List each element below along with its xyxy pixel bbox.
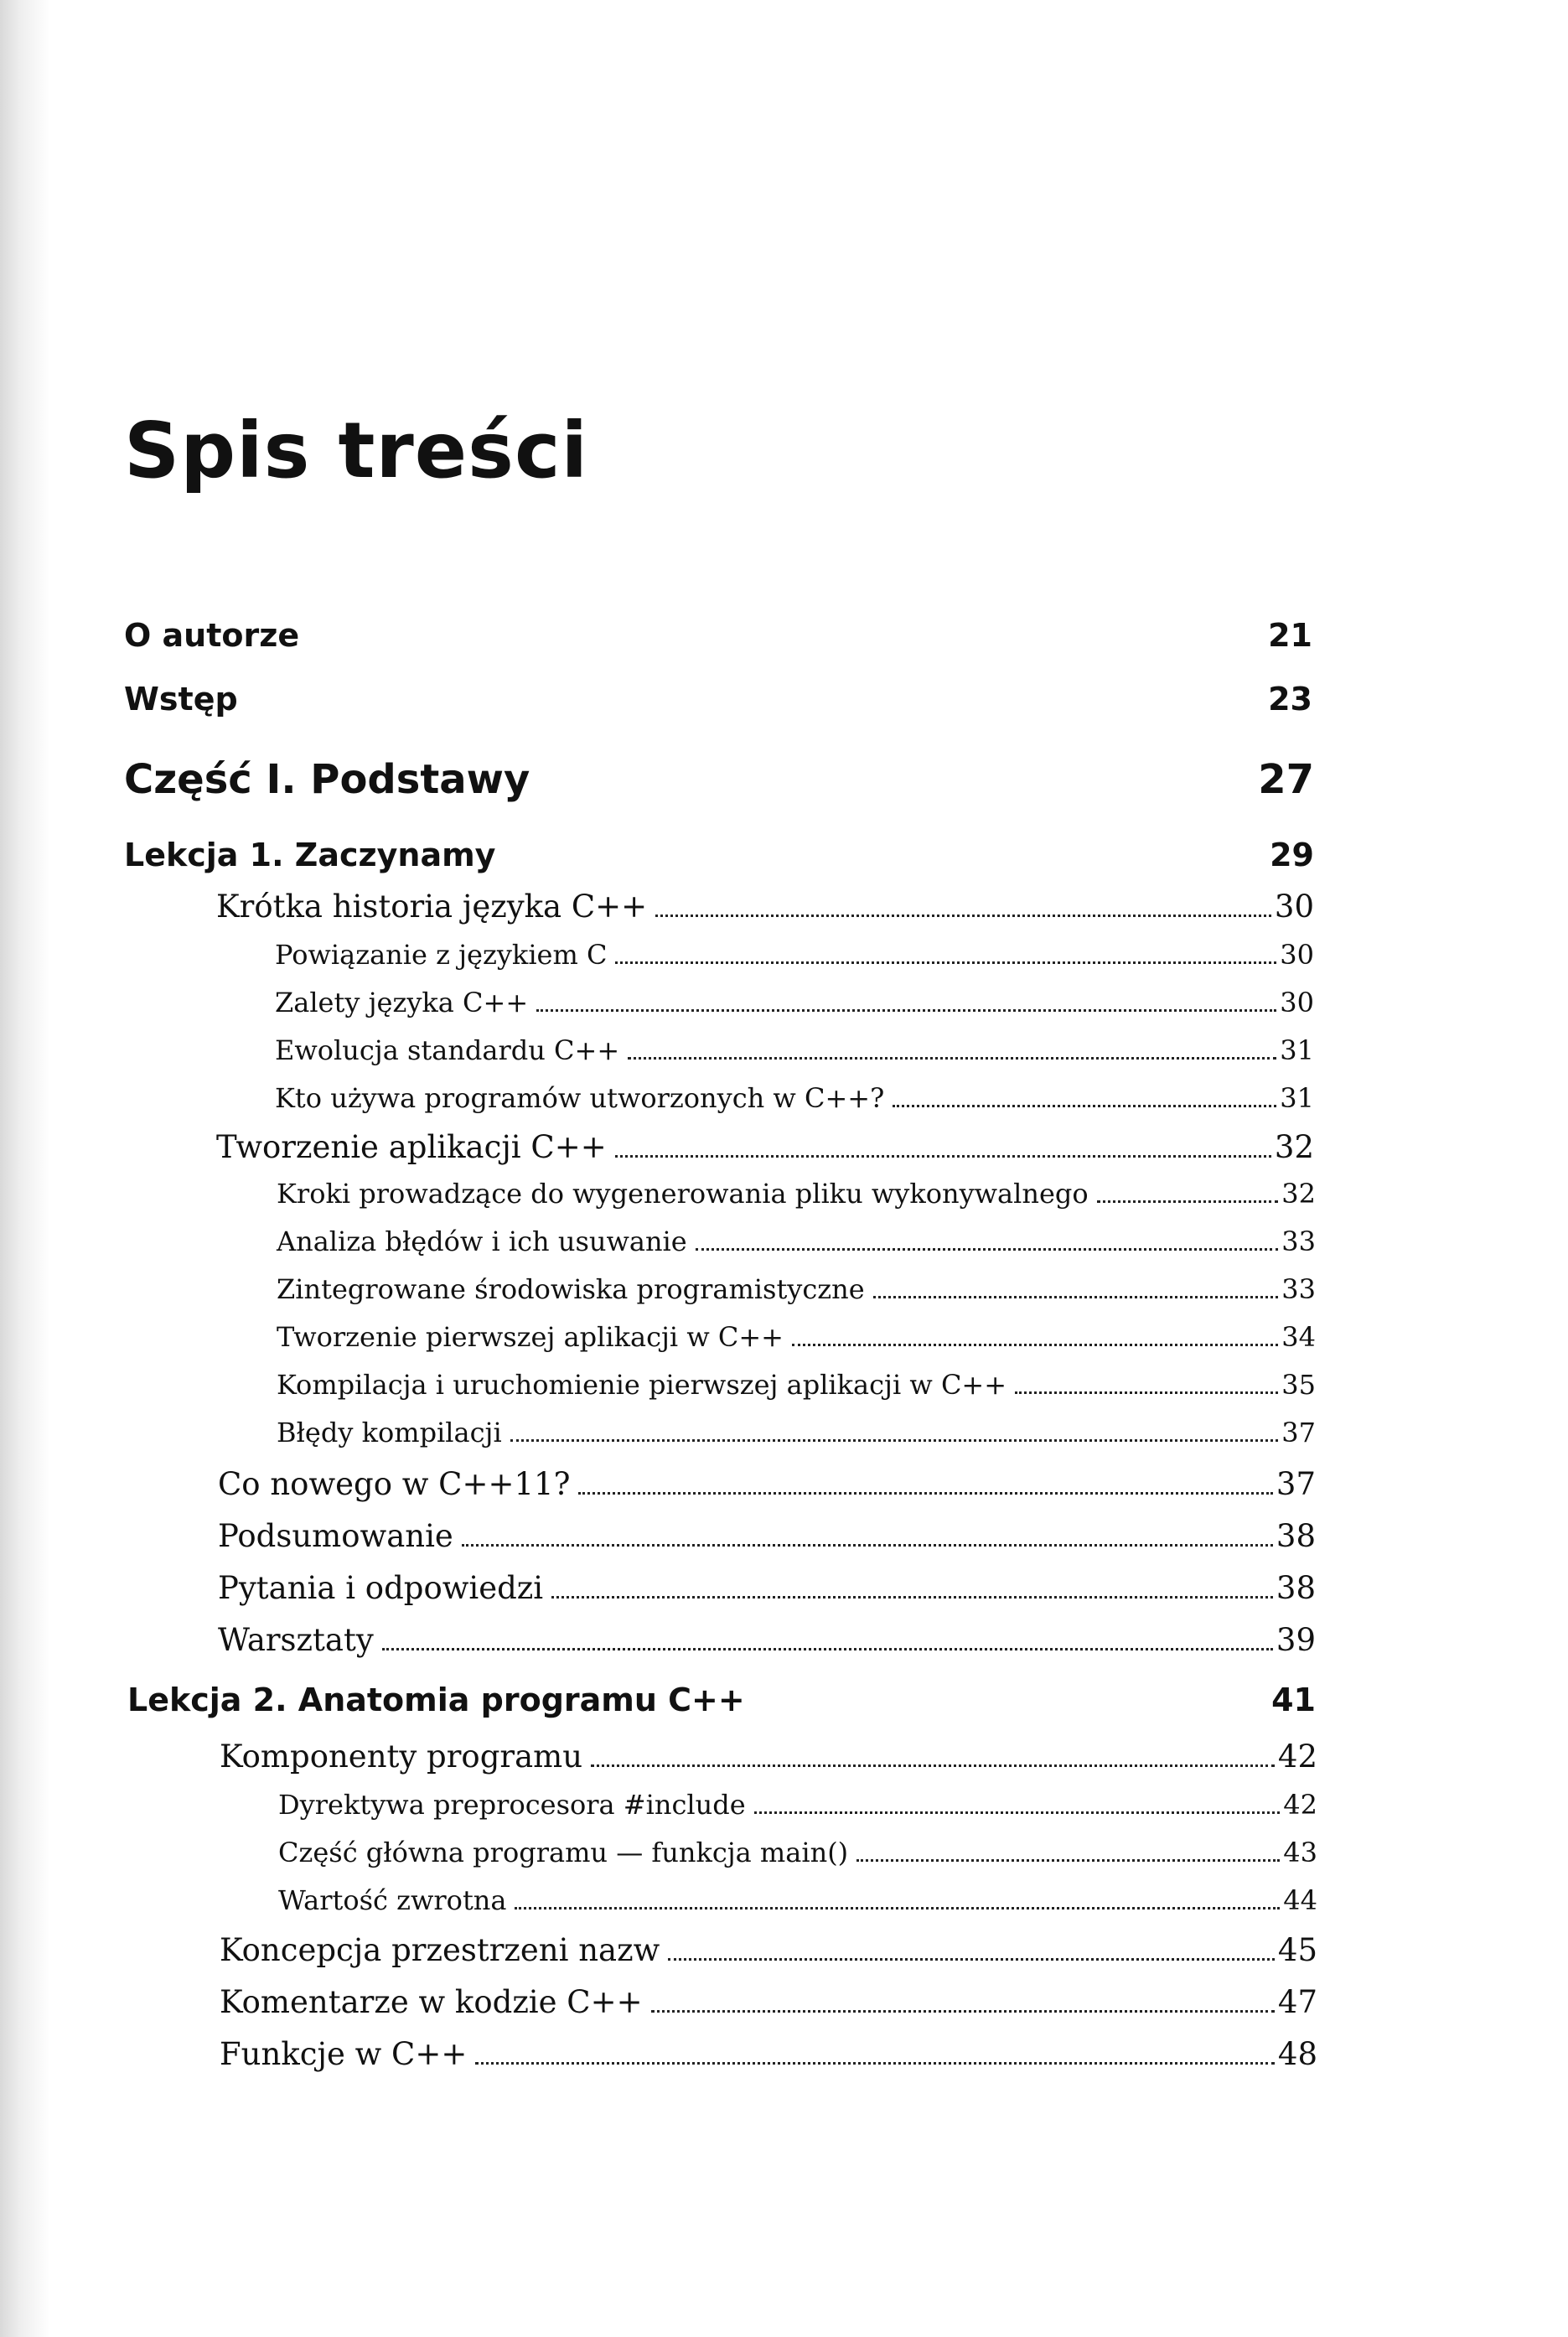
leader-dots (475, 2062, 1275, 2065)
leader-dots (515, 1907, 1280, 1910)
toc-entry-page: 38 (1276, 1518, 1316, 1554)
toc-entry (277, 1321, 1316, 1353)
toc-entry-label: Kto używa programów utworzonych w C++? (275, 1082, 885, 1114)
toc-part-heading (124, 756, 1314, 803)
toc-entry (220, 1932, 1317, 1968)
toc-entry-page: 42 (1283, 1789, 1317, 1821)
toc-entry (277, 1369, 1316, 1401)
leader-dots (668, 1958, 1275, 1961)
toc-entry (220, 2036, 1317, 2072)
toc-entry-label: Analiza błędów i ich usuwanie (277, 1226, 687, 1257)
toc-entry-label: Zintegrowane środowiska programistyczne (277, 1273, 865, 1305)
toc-entry-label: Komponenty programu (220, 1738, 583, 1775)
leader-dots (628, 1057, 1276, 1060)
toc-entry-label: O autorze (124, 617, 300, 654)
toc-entry-label: Błędy kompilacji (277, 1417, 502, 1448)
toc-entry-label: Zalety języka C++ (275, 987, 529, 1018)
toc-entry (275, 939, 1314, 971)
toc-entry (278, 1884, 1317, 1916)
toc-entry-label: Funkcje w C++ (220, 2036, 468, 2072)
toc-entry-label: Kroki prowadzące do wygenerowania pliku wykonywalnego (277, 1178, 1089, 1210)
toc-entry-page: 31 (1280, 1034, 1314, 1066)
toc-entry-page: 29 (1270, 837, 1314, 873)
toc-entry (216, 1129, 1314, 1165)
toc-entry-label: Komentarze w kodzie C++ (220, 1984, 643, 2020)
toc-entry-label: Część główna programu — funkcja main() (278, 1837, 849, 1868)
toc-entry (216, 889, 1314, 925)
leader-dots (578, 1492, 1273, 1495)
leader-dots (615, 961, 1276, 964)
toc-entry-label: Krótka historia języka C++ (216, 889, 648, 925)
toc-entry (275, 987, 1314, 1018)
page-title: Spis treści (124, 406, 589, 495)
toc-entry-label: Lekcja 1. Zaczynamy (124, 837, 496, 873)
toc-entry-page: 30 (1280, 987, 1314, 1018)
leader-dots (382, 1648, 1273, 1650)
toc-entry-label: Pytania i odpowiedzi (218, 1570, 544, 1606)
leader-dots (1097, 1200, 1279, 1203)
toc-entry-page: 43 (1283, 1837, 1317, 1868)
leader-dots (754, 1811, 1281, 1814)
toc-entry-label: Dyrektywa preprocesora #include (278, 1789, 746, 1821)
leader-dots (696, 1248, 1279, 1251)
toc-entry-page: 35 (1281, 1369, 1316, 1401)
leader-dots (615, 1155, 1271, 1158)
toc-entry-page: 44 (1283, 1884, 1317, 1916)
toc-entry-page: 38 (1276, 1570, 1316, 1606)
leader-dots (551, 1596, 1273, 1599)
toc-entry-page: 45 (1277, 1932, 1317, 1968)
toc-entry (218, 1570, 1316, 1606)
toc-entry-page: 48 (1277, 2036, 1317, 2072)
toc-entry-page: 31 (1280, 1082, 1314, 1114)
toc-entry (277, 1417, 1316, 1448)
toc-entry-page: 23 (1268, 681, 1312, 718)
toc-entry (277, 1178, 1316, 1210)
toc-entry (218, 1466, 1316, 1502)
toc-entry-page: 37 (1276, 1466, 1316, 1502)
toc-entry (218, 1622, 1316, 1658)
leader-dots (536, 1009, 1276, 1012)
toc-entry (124, 617, 1312, 654)
toc-lesson-heading (124, 837, 1314, 873)
toc-entry-label: Koncepcja przestrzeni nazw (220, 1932, 660, 1968)
toc-entry-page: 21 (1268, 617, 1312, 654)
toc-entry-page: 34 (1281, 1321, 1316, 1353)
toc-entry (275, 1082, 1314, 1114)
toc-entry-label: Lekcja 2. Anatomia programu C++ (127, 1682, 745, 1718)
toc-entry (218, 1518, 1316, 1554)
leader-dots (462, 1544, 1273, 1547)
toc-entry-page: 33 (1281, 1273, 1316, 1305)
leader-dots (1015, 1391, 1278, 1394)
leader-dots (655, 915, 1271, 917)
toc-entry-label: Tworzenie aplikacji C++ (216, 1129, 607, 1165)
toc-entry (220, 1738, 1317, 1775)
leader-dots (893, 1105, 1276, 1107)
toc-entry-page: 42 (1277, 1738, 1317, 1775)
toc-entry-label: Tworzenie pierwszej aplikacji w C++ (277, 1321, 784, 1353)
toc-entry (277, 1226, 1316, 1257)
toc-entry (277, 1273, 1316, 1305)
toc-entry-page: 27 (1258, 756, 1314, 803)
toc-entry-label: Warsztaty (218, 1622, 374, 1658)
toc-entry-page: 30 (1280, 939, 1314, 971)
leader-dots (856, 1859, 1280, 1862)
toc-lesson-heading (127, 1682, 1316, 1718)
leader-dots (651, 2010, 1275, 2013)
toc-entry (278, 1837, 1317, 1868)
toc-entry-label: Część I. Podstawy (124, 756, 530, 803)
toc-entry-page: 47 (1277, 1984, 1317, 2020)
toc-entry-label: Powiązanie z językiem C (275, 939, 608, 971)
toc-entry (278, 1789, 1317, 1821)
toc-entry-label: Wstęp (124, 681, 238, 718)
toc-entry-page: 30 (1274, 889, 1314, 925)
toc-entry-page: 33 (1281, 1226, 1316, 1257)
toc-entry-page: 39 (1276, 1622, 1316, 1658)
toc-entry-label: Wartość zwrotna (278, 1884, 507, 1916)
toc-entry-label: Kompilacja i uruchomienie pierwszej aplikacji w C++ (277, 1369, 1007, 1401)
leader-dots (510, 1439, 1279, 1442)
toc-entry-label: Podsumowanie (218, 1518, 453, 1554)
toc-entry-label: Ewolucja standardu C++ (275, 1034, 620, 1066)
leader-dots (873, 1296, 1279, 1298)
toc-entry (275, 1034, 1314, 1066)
toc-entry-label: Co nowego w C++11? (218, 1466, 571, 1502)
toc-entry (220, 1984, 1317, 2020)
toc-entry-page: 32 (1281, 1178, 1316, 1210)
toc-entry-page: 32 (1274, 1129, 1314, 1165)
toc-entry (124, 681, 1312, 718)
leader-dots (591, 1764, 1275, 1767)
toc-entry-page: 41 (1271, 1682, 1316, 1718)
toc-entry-page: 37 (1281, 1417, 1316, 1448)
leader-dots (792, 1344, 1278, 1346)
